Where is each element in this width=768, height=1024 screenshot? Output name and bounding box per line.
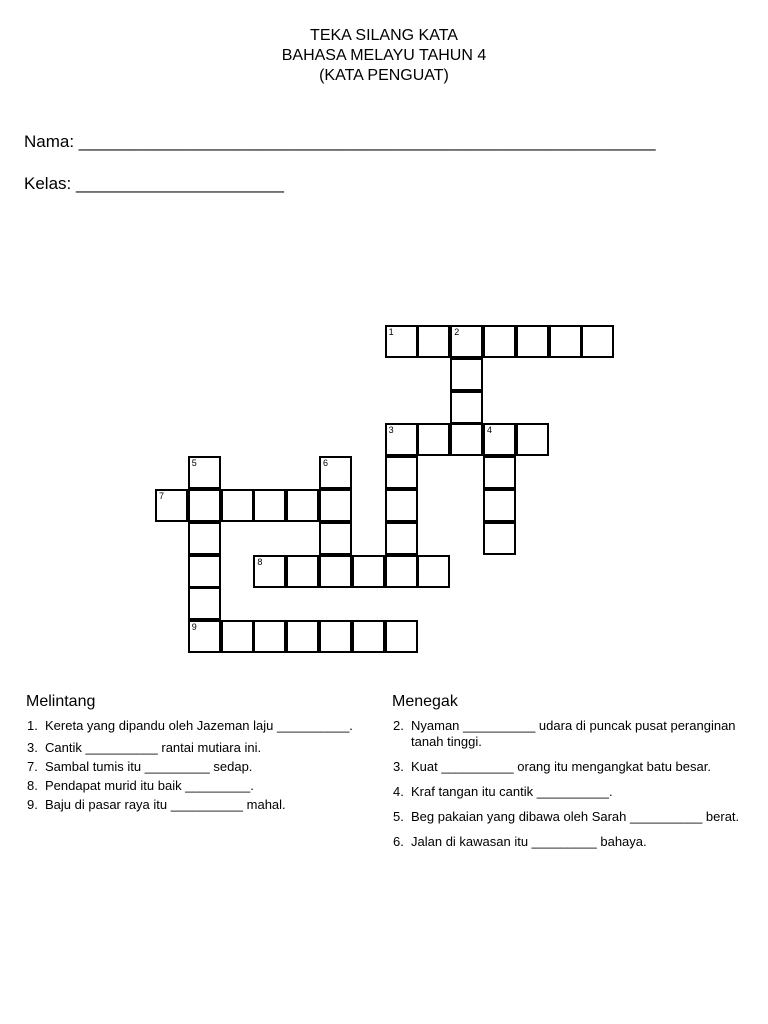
clue-text: Jalan di kawasan itu _________ bahaya. (411, 834, 647, 849)
clue-number: 9. (27, 797, 38, 812)
clue-number: 6. (393, 834, 404, 849)
crossword-cell[interactable] (549, 325, 582, 358)
clue-down-2 (392, 718, 742, 750)
crossword-cell[interactable] (286, 555, 319, 588)
crossword-cell[interactable] (483, 489, 516, 522)
crossword-cell[interactable] (253, 489, 286, 522)
crossword-cell[interactable] (286, 620, 319, 653)
clue-text: Sambal tumis itu _________ sedap. (45, 759, 253, 774)
crossword-cell[interactable] (483, 522, 516, 555)
clue-number: 3. (27, 740, 38, 755)
title-line-3: (KATA PENGUAT) (319, 67, 449, 84)
cell-number: 4 (487, 425, 493, 436)
cell-number: 6 (323, 458, 329, 469)
crossword-cell[interactable] (385, 522, 418, 555)
crossword-cell[interactable] (483, 325, 516, 358)
crossword-cell[interactable] (253, 620, 286, 653)
clue-number: 3. (393, 759, 404, 774)
crossword-cell[interactable] (417, 423, 450, 456)
clue-text: Kereta yang dipandu oleh Jazeman laju __________. (45, 718, 353, 733)
clue-text: Baju di pasar raya itu __________ mahal. (45, 797, 286, 812)
crossword-cell[interactable] (483, 423, 516, 456)
crossword-cell[interactable] (450, 423, 483, 456)
clue-text: Pendapat murid itu baik _________. (45, 778, 254, 793)
cell-number: 7 (159, 491, 165, 501)
cell-number: 8 (257, 556, 263, 567)
crossword-cell[interactable] (581, 325, 614, 358)
title-line-2: BAHASA MELAYU TAHUN 4 (281, 47, 487, 64)
clue-down-3 (392, 759, 742, 775)
clue-number: 5. (393, 809, 404, 824)
cell-number: 5 (191, 458, 197, 469)
crossword-cell[interactable] (286, 489, 319, 522)
crossword-cell[interactable] (188, 489, 221, 522)
class-field[interactable]: Kelas: ______________________ (24, 174, 284, 193)
crossword-cell[interactable] (385, 489, 418, 522)
crossword-cell[interactable] (188, 456, 221, 489)
clue-across-3 (26, 740, 366, 756)
clue-text: Cantik __________ rantai mutiara ini. (45, 740, 262, 755)
clue-number: 2. (393, 718, 404, 733)
crossword-cell[interactable] (352, 620, 385, 653)
crossword-cell[interactable] (188, 555, 221, 588)
worksheet-title (0, 26, 768, 86)
crossword-cell[interactable] (385, 620, 418, 653)
crossword-cell[interactable] (155, 489, 188, 522)
across-clues (26, 692, 366, 816)
clue-number: 8. (27, 778, 38, 793)
crossword-cell[interactable] (188, 587, 221, 620)
clue-across-1 (26, 718, 366, 734)
down-clues (392, 692, 742, 853)
across-heading: Melintang (26, 693, 96, 710)
crossword-cell[interactable] (385, 325, 418, 358)
crossword-cell[interactable] (319, 489, 352, 522)
name-field[interactable]: Nama: _____________________________________________________________ (24, 132, 656, 151)
crossword-cell[interactable] (319, 456, 352, 489)
crossword-cell[interactable] (319, 522, 352, 555)
crossword-cell[interactable] (221, 489, 254, 522)
crossword-cell[interactable] (319, 555, 352, 588)
crossword-cell[interactable] (253, 555, 286, 588)
clue-across-7 (26, 759, 366, 775)
crossword-cell[interactable] (417, 325, 450, 358)
crossword-cell[interactable] (483, 456, 516, 489)
crossword-cell[interactable] (385, 456, 418, 489)
clue-text: Nyaman __________ udara di puncak pusat peranginan tanah tinggi. (411, 718, 736, 749)
crossword-cell[interactable] (385, 423, 418, 456)
down-heading: Menegak (392, 693, 458, 710)
crossword-cell[interactable] (188, 620, 221, 653)
clue-text: Kuat __________ orang itu mengangkat batu besar. (411, 759, 711, 774)
clue-number: 1. (27, 718, 38, 733)
crossword-cell[interactable] (450, 325, 483, 358)
crossword-cell[interactable] (188, 522, 221, 555)
crossword-cell[interactable] (417, 555, 450, 588)
clue-down-4 (392, 784, 742, 800)
crossword-cell[interactable] (385, 555, 418, 588)
cell-number: 9 (191, 622, 197, 633)
crossword-cell[interactable] (319, 620, 352, 653)
cell-number: 3 (388, 425, 394, 436)
clue-text: Kraf tangan itu cantik __________. (411, 784, 613, 799)
crossword-cell[interactable] (352, 555, 385, 588)
clue-down-5 (392, 809, 742, 825)
crossword-cell[interactable] (221, 620, 254, 653)
cell-number: 2 (454, 327, 460, 337)
clue-text: Beg pakaian yang dibawa oleh Sarah __________ berat. (411, 809, 740, 824)
crossword-cell[interactable] (450, 391, 483, 424)
clue-number: 4. (393, 784, 404, 799)
clue-across-8 (26, 778, 366, 794)
clue-down-6 (392, 834, 742, 850)
crossword-cell[interactable] (516, 325, 549, 358)
clue-across-9 (26, 797, 366, 813)
crossword-cell[interactable] (516, 423, 549, 456)
clue-number: 7. (27, 759, 38, 774)
crossword-cell[interactable] (450, 358, 483, 391)
title-line-1: TEKA SILANG KATA (310, 27, 458, 44)
cell-number: 1 (388, 327, 394, 337)
